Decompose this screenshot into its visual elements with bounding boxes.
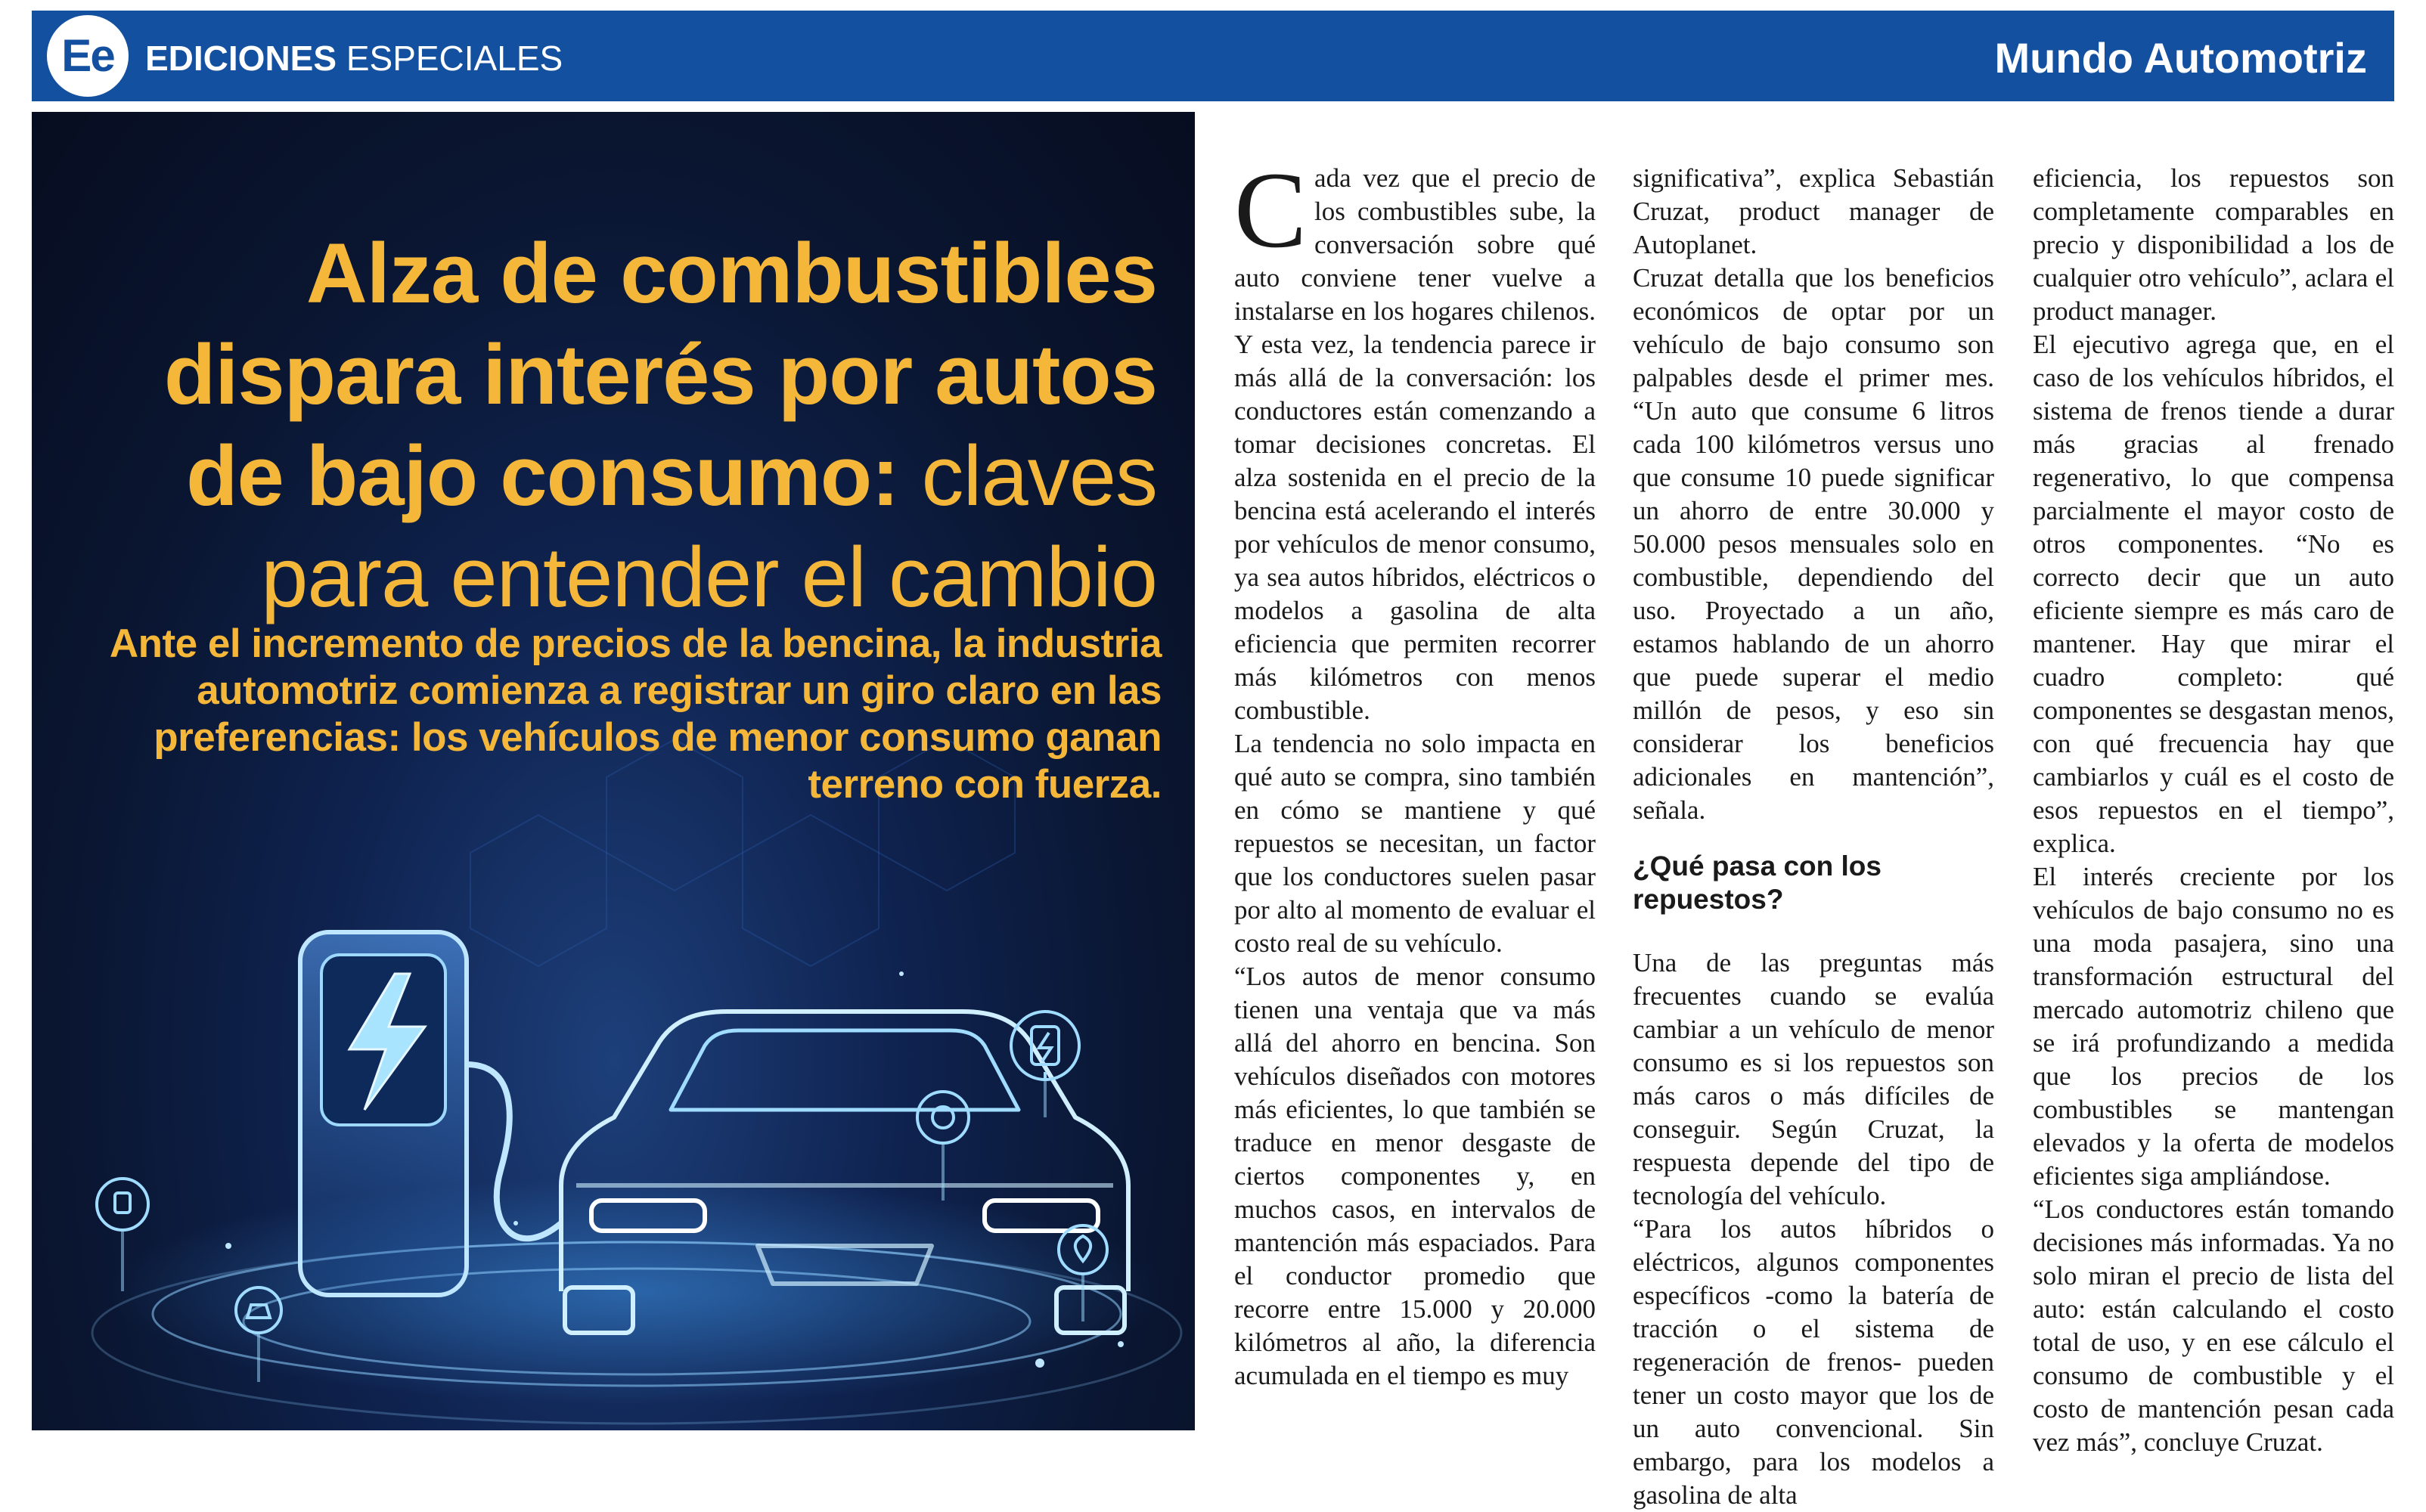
article-column-1 (1234, 150, 1596, 1393)
hero-image-panel (32, 112, 1195, 1430)
paragraph: El ejecutivo agrega que, en el caso de los vehículos híbridos, el sistema de frenos tiende a durar más gracias al frenado regenerativo, lo que compensa parcialmente el mayor costo de otros componentes. “No es correcto decir que un auto eficiente siempre es más caro de mantener. Hay que mirar el cuadro completo: qué componentes se desgastan menos, con qué frecuencia hay que cambiarlos y cuál es el costo de esos repuestos en el tiempo”, explica. (2033, 330, 2394, 858)
publication-logo: Ee (47, 15, 129, 97)
floor-glow (107, 1178, 1166, 1405)
paragraph: “Los autos de menor consumo tienen una ventaja que va más allá del ahorro en bencina. Son vehículos diseñados con motores más eficientes, lo que también se traduce en menor desgaste de ciertos componentes y, en muchos casos, en intervalos de mantención más espaciados. Para el conductor promedio que recorre entre 15.000 y 20.000 kilómetros al año, la diferencia acumulada en el tiempo es muy (1234, 962, 1596, 1390)
section-name-light: ESPECIALES (346, 39, 563, 78)
paragraph: “Para los autos híbridos o eléctricos, algunos componentes específicos -como la batería de tracción o el sistema de regeneración de frenos- pueden tener un costo mayor que los de un auto convencional. Sin embargo, para los modelos a gasolina de alta (1633, 1214, 1994, 1510)
section-name-strong: EDICIONES (145, 39, 337, 78)
subheading: ¿Qué pasa con los repuestos? (1633, 850, 1882, 915)
page-header (32, 11, 2394, 101)
battery-bolt-icon (1011, 1012, 1079, 1117)
article-column-3 (2033, 162, 2394, 1459)
paragraph: La tendencia no solo impacta en qué auto se compra, sino también en cómo se mantiene y qué repuestos se necesitan, un factor que los conductores suelen pasar por alto al momento de evaluar el costo real de su vehículo. (1234, 729, 1596, 958)
drop-cap: C (1234, 150, 1308, 271)
headline (68, 223, 1157, 628)
paragraph: Cruzat detalla que los beneficios económicos de optar por un vehículo de bajo consumo son palpables desde el primer mes. “Un auto que consume 6 litros cada 100 kilómetros versus uno que consume 10 puede significar un ahorro de entre 30.000 y 50.000 pesos mensuales solo en combustible, dependiendo del uso. Proyectado a un año, estamos hablando de un ahorro que puede superar el medio millón de pesos, y eso sin considerar los beneficios adicionales en mantención”, señala. (1633, 263, 1994, 825)
paragraph: eficiencia, los repuestos son completamente comparables en precio y disponibilidad a los de cualquier otro vehículo”, aclara el product manager. (2033, 163, 2394, 326)
headline-bold: Alza de combustibles dispara interés por autos de bajo consumo: (163, 226, 1157, 524)
paragraph: El interés creciente por los vehículos de bajo consumo no es una moda pasajera, sino una transformación estructural del mercado automotriz chileno que se irá profundizando a medida que los precios de los combustibles se mantengan elevados y la oferta de modelos eficientes siga ampliándose. (2033, 862, 2394, 1191)
headline-light: claves para entender el cambio (261, 429, 1157, 625)
paragraph: “Los conductores están tomando decisiones más informadas. Ya no solo miran el precio de lista del auto: están calculando el costo total de uso, y en ese cálculo el consumo de combustible y el costo de mantención pesan cada vez más”, concluye Cruzat. (2033, 1194, 2394, 1457)
article-column-2 (1633, 162, 1994, 1512)
deck-subtitle: Ante el incremento de precios de la bencina, la industria automotriz comienza a registrar un giro claro en las preferencias: los vehículos de menor consumo ganan terreno con fuerza. (109, 621, 1162, 807)
charging-station-icon (300, 932, 561, 1295)
paragraph: significativa”, explica Sebastián Cruzat, product manager de Autoplanet. (1633, 163, 1994, 259)
paragraph: Una de las preguntas más frecuentes cuando se evalúa cambiar a un vehículo de menor consumo es si los repuestos son más caros o más difíciles de conseguir. Según Cruzat, la respuesta depende del tipo de tecnología del vehículo. (1633, 948, 1994, 1210)
paragraph: Cada vez que el precio de los combustibles sube, la conversación sobre qué auto conviene tener vuelve a instalarse en los hogares chilenos. Y esta vez, la tendencia parece ir más allá de la conversación: los conductores están comenzando a tomar decisiones concretas. El alza sostenida en el precio de la bencina está acelerando el interés por vehículos de menor consumo, ya sea autos híbridos, eléctricos o modelos a gasolina de alta eficiencia que permiten recorrer más kilómetros con menos combustible. (1234, 150, 1596, 725)
section-name (145, 38, 563, 79)
supplement-title: Mundo Automotriz (1994, 34, 2367, 82)
